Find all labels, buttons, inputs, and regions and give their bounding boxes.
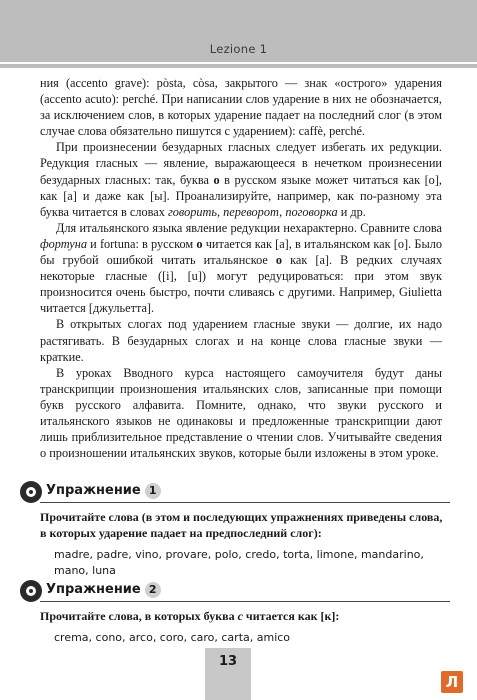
publisher-logo-icon: Л — [441, 671, 463, 693]
exercise-1 — [20, 481, 450, 579]
exercise-1-title: Упражнение 1 — [46, 483, 161, 499]
paragraph-3: Для итальянского языка явление редукции нехарактерно. Сравните слова фортуна и fortuna: в русском о читается как [а], в итальянском как [о]. Было бы грубой ошибкой читать итальянское о как [а]. В редких случаях некоторые гласные ([i], [u]) могут редуцироваться: при этом звук произносится очень быстро, почти сливаясь с другими. Например, Giulietta читается [джульетта]. — [40, 220, 442, 316]
page-header — [0, 0, 477, 68]
exercise-2-title: Упражнение 2 — [46, 582, 161, 598]
exercise-2-words: crema, cono, arco, coro, caro, carta, amico — [54, 631, 291, 644]
exercise-2-rule — [40, 601, 450, 602]
exercise-2 — [20, 580, 450, 646]
exercise-1-instruction: Прочитайте слова (в этом и последующих упражнениях приведены слова, в которых ударение падает на предпоследний слог): — [40, 510, 443, 540]
page-number: 13 — [218, 654, 238, 669]
exercise-1-rule — [40, 502, 450, 503]
exercise-2-number: 2 — [145, 582, 161, 598]
lesson-title: Lezione 1 — [209, 42, 268, 56]
header-divider — [0, 62, 477, 64]
exercise-1-number: 1 — [145, 483, 161, 499]
paragraph-5: В уроках Вводного курса настоящего самоучителя будут даны транскрипции произношения итальянских слов, записанные при помощи букв русского алфавита. Помните, однако, что звуки русского и итальянского языков не одинаковы и предложенные транскрипции дают лишь приблизительное представление о чтении слов. Учитывайте сведения о произношении итальянских звуков, которые были изложены в этом уроке. — [40, 365, 442, 461]
body-text — [40, 75, 442, 461]
paragraph-1: ния (accento grave): pòsta, còsa, закрытого — знак «острого» ударения (accento acuto): perché. При написании слов ударение в них не обозначается, за исключением слов, в которых ударение падает на последний слог (в этом случае слова обязательно пишутся с ударением): caffè, perché. — [40, 76, 442, 139]
exercise-2-instruction: Прочитайте слова, в которых буква c читается как [к]: — [40, 609, 340, 623]
paragraph-2: При произнесении безударных гласных следует избегать их редукции. Редукция гласных — явление, выражающееся в нечетком произнесении безударных гласных: так, буква о в русском языке может читаться как [о], как [а] и даже как [ы]. Проанализируйте, например, как по-разному эта буква читается в словах говорить, переворот, поговорка и др. — [40, 140, 442, 219]
cd-disc-icon — [20, 481, 42, 503]
exercise-1-words: madre, padre, vino, provare, polo, credo, torta, limone, mandarino, mano, luna — [54, 548, 424, 577]
cd-disc-icon — [20, 580, 42, 602]
paragraph-4: В открытых слогах под ударением гласные звуки — долгие, их надо растягивать. В безударных слогах и на конце слова гласные звуки — краткие. — [40, 317, 442, 364]
